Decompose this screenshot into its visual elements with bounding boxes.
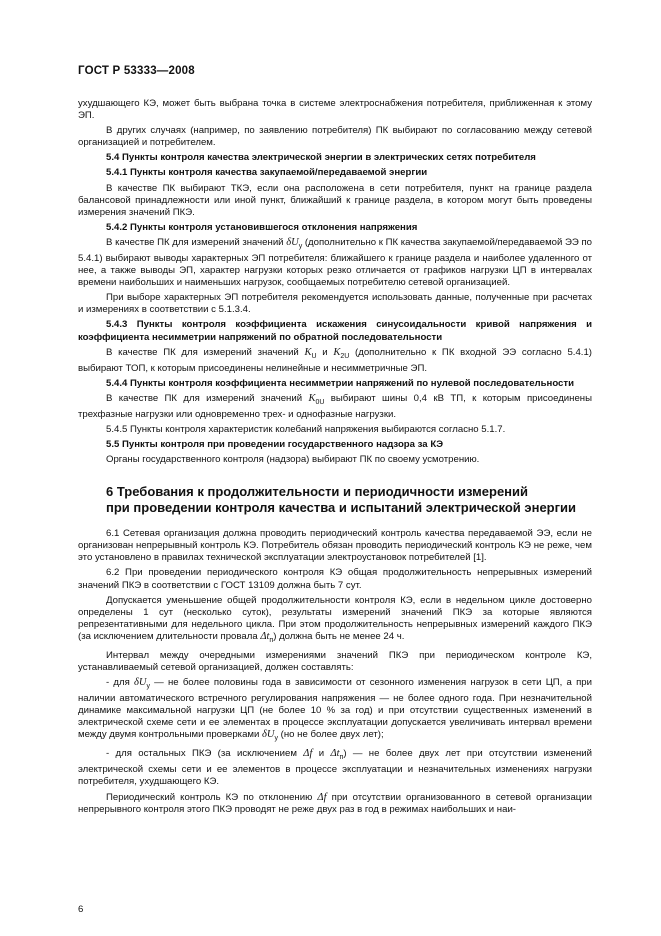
formula-symbol: Δf bbox=[317, 791, 327, 803]
paragraph: В качестве ПК выбирают ТКЭ, если она расположена в сети потребителя, пункт на границе раздела балансовой принадлежности или иной пункт, ближайший к границе раздела, в котором могут быть проведены измерения значений ПКЭ. bbox=[78, 182, 592, 218]
text-run: ) должна быть не менее 24 ч. bbox=[273, 630, 405, 642]
text-run: и bbox=[312, 748, 331, 760]
text-run: (но не более двух лет); bbox=[278, 729, 384, 741]
paragraph: 5.4.5 Пункты контроля характеристик колебаний напряжения выбираются согласно 5.1.7. bbox=[106, 423, 506, 435]
text-run: - для остальных ПКЭ (за исключением bbox=[106, 748, 304, 760]
section-6-title bbox=[78, 484, 592, 516]
paragraph: ухудшающего КЭ, может быть выбрана точка в системе электроснабжения потребителя, приближенная к этому ЭП. bbox=[78, 98, 592, 122]
text-run: В качестве ПК для измерений значений bbox=[106, 392, 309, 404]
formula-symbol: Δt bbox=[330, 748, 340, 760]
paragraph bbox=[78, 237, 592, 289]
text-run: и bbox=[316, 346, 334, 358]
text-run: — не более половины года в зависимости от сезонного изменения нагрузок в сети ЦП, а при наличии автоматического встречного регулирования напряжения — не более одного года. При незначительной динамике максимальной нагрузки ЦП (не более 10 % за год) и при отсутствии существенных изменений в электрической схеме сети и ее элементах в процессе эксплуатации допускается увеличивать интервал времени между двумя контрольными проверками bbox=[78, 677, 592, 741]
text-run: при отсутствии организованного в сетевой организации непрерывного контроля этого ПКЭ проводят не реже двух раз в год в режимах наибольших и наи- bbox=[78, 791, 592, 815]
paragraph-6-1: 6.1 Сетевая организация должна проводить периодический контроль качества передаваемой ЭЭ, если не организован непрерывный контроль КЭ. Потребитель обязан проводить периодический контроль КЭ не реже, чем это установлено в правилах технической эксплуатации электроустановок потребителей [1]. bbox=[78, 528, 592, 564]
paragraph bbox=[78, 595, 592, 647]
formula-symbol: K bbox=[304, 346, 312, 358]
formula-symbol: Δt bbox=[260, 630, 270, 642]
formula-subscript: п bbox=[269, 636, 274, 644]
text-run: Допускается уменьшение общей продолжительности контроля КЭ, если в недельном цикле достоверно определены 1 сут (несколько суток), результаты измерений значений ПКЭ за которые являются репрезентативными для недельного цикла. При этом продолжительность непрерывных измерений каждого ПКЭ (за исключением длительности провала bbox=[78, 594, 592, 642]
text-run: выбирают шины 0,4 кВ ТП, к которым присоединены трехфазные нагрузки или одновременно трех- и однофазные нагрузки. bbox=[78, 392, 592, 420]
section-heading-5-4: 5.4 Пункты контроля качества электрической энергии в электрических сетях потребителя bbox=[106, 152, 536, 164]
paragraph bbox=[78, 792, 592, 816]
formula-symbol: δU bbox=[262, 729, 275, 741]
formula-symbol: Δf bbox=[303, 748, 313, 760]
text-run: (дополнительно к ПК входной ЭЭ согласно 5.4.1) выбирают ТОП, к которым присоединены нелинейные и несимметричные ЭП. bbox=[78, 346, 592, 374]
list-item bbox=[78, 677, 592, 745]
paragraph bbox=[78, 393, 592, 421]
section-6-title-line: при проведении контроля качества и испытаний электрической энергии bbox=[106, 500, 577, 516]
paragraph: Органы государственного контроля (надзора) выбирают ПК по своему усмотрению. bbox=[106, 454, 480, 466]
paragraph: Интервал между очередными измерениями значений ПКЭ при периодическом контроле КЭ, устанавливаемый сетевой организацией, должен составлять: bbox=[78, 649, 592, 673]
formula-subscript: y bbox=[274, 735, 278, 743]
page-number: 6 bbox=[78, 904, 84, 915]
section-heading-5-5: 5.5 Пункты контроля при проведении государственного надзора за КЭ bbox=[106, 438, 444, 450]
section-heading-5-4-2: 5.4.2 Пункты контроля установившегося отклонения напряжения bbox=[106, 221, 418, 233]
list-item bbox=[78, 748, 592, 788]
formula-symbol: K bbox=[333, 346, 341, 358]
formula-symbol: δU bbox=[286, 236, 299, 248]
formula-symbol: K bbox=[308, 392, 316, 404]
formula-subscript: п bbox=[339, 754, 344, 762]
section-6-title-line: 6 Требования к продолжительности и периодичности измерений bbox=[106, 484, 529, 500]
formula-symbol: δU bbox=[134, 677, 147, 689]
formula-subscript: 2U bbox=[340, 352, 350, 360]
paragraph: При выборе характерных ЭП потребителя рекомендуется использовать данные, полученные при расчетах и измерениях в соответствии с 5.1.3.4. bbox=[78, 292, 592, 316]
document-body bbox=[78, 98, 592, 819]
text-run: В качестве ПК для измерений значений bbox=[106, 236, 287, 248]
formula-subscript: U bbox=[311, 352, 317, 360]
section-heading-5-4-4: 5.4.4 Пункты контроля коэффициента несимметрии напряжений по нулевой последовательности bbox=[106, 377, 574, 389]
text-run: (дополнительно к ПК качества закупаемой/передаваемой ЭЭ по 5.4.1) выбирают выводы характерных ЭП потребителя: ближайшего к границе раздела и наиболее удаленного от нее, а также выводы ЭП, характер нагрузки которых резко отличается от графиков нагрузки ЦП в интервалах времени наибольших и наименьших нагрузок, сообщаемых потребителю сетевой организацией. bbox=[78, 236, 593, 289]
text-run: ) — не более двух лет при отсутствии изменений электрической схемы сети и ее элементов в процессе эксплуатации и незначительных изменениях нагрузки потребителя, ухудшающего КЭ. bbox=[78, 748, 593, 788]
section-heading-5-4-1: 5.4.1 Пункты контроля качества закупаемой/передаваемой энергии bbox=[106, 167, 428, 179]
formula-subscript: y bbox=[298, 242, 303, 250]
paragraph: В других случаях (например, по заявлению потребителя) ПК выбирают по согласованию между сетевой организацией и потребителем. bbox=[78, 125, 592, 149]
text-run: - для bbox=[106, 677, 134, 689]
text-run: Периодический контроль КЭ по отклонению bbox=[106, 791, 318, 803]
paragraph-6-2: 6.2 При проведении периодического контроля КЭ общая продолжительность непрерывных измерений значений ПКЭ в соответствии с ГОСТ 13109 должна быть 7 сут. bbox=[78, 567, 592, 591]
section-heading-5-4-3: 5.4.3 Пункты контроля коэффициента искажения синусоидальности кривой напряжения и коэффициента несимметрии напряжений по обратной последовательности bbox=[78, 319, 592, 343]
text-run: В качестве ПК для измерений значений bbox=[106, 346, 305, 358]
document-header: ГОСТ Р 53333—2008 bbox=[78, 65, 195, 77]
paragraph bbox=[78, 347, 592, 375]
formula-subscript: 0U bbox=[315, 398, 325, 406]
formula-subscript: y bbox=[146, 683, 150, 690]
